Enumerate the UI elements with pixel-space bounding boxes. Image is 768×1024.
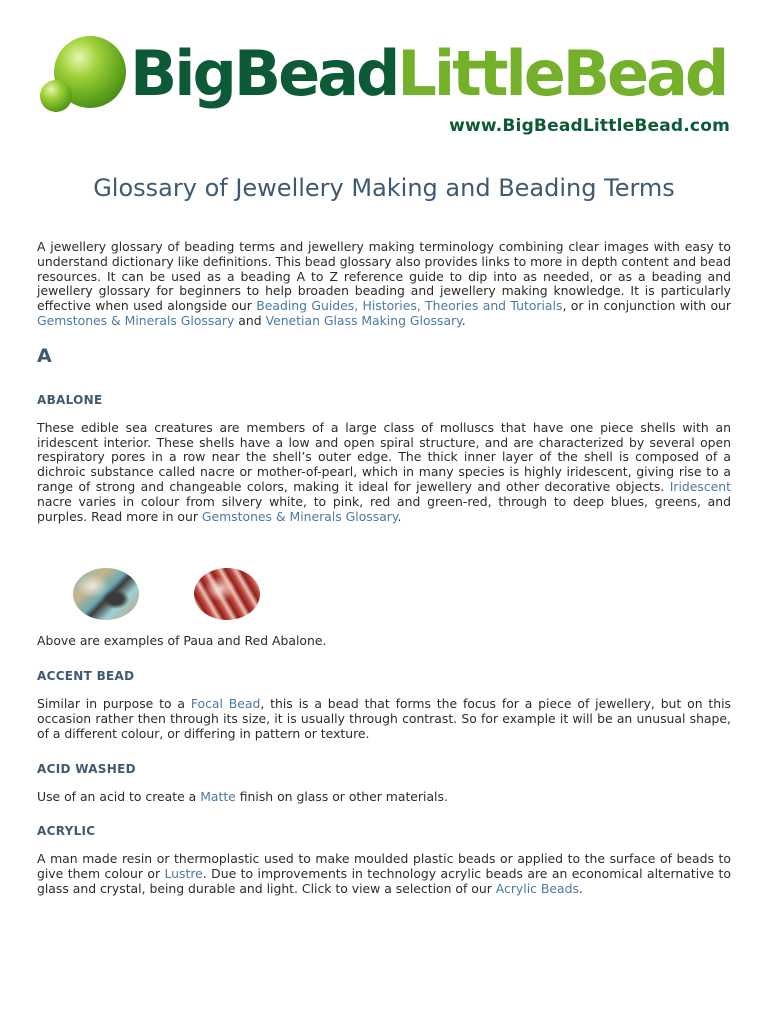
abalone-text-2: nacre varies in colour from silvery white, to pink, red and green-red, through to deep blues, greens, and purples. Read more in our (37, 493, 731, 524)
section-letter-a: A (37, 344, 52, 367)
venetian-glass-glossary-link[interactable]: Venetian Glass Making Glossary (265, 312, 462, 328)
site-url[interactable]: www.BigBeadLittleBead.com (449, 116, 730, 136)
abalone-images (37, 568, 731, 628)
acrylic-text-2: . Due to improvements in technology acrylic beads are an economical alternative to glass and crystal, being durable and light. Click to view a selection of our (37, 866, 731, 896)
focal-bead-link[interactable]: Focal Bead (190, 696, 261, 712)
lustre-link[interactable]: Lustre (164, 866, 203, 882)
small-bead-icon (40, 80, 72, 112)
intro-text-2: , or in conjunction with our (562, 298, 731, 314)
accent-text-1: Similar in purpose to a (37, 696, 191, 712)
beading-guides-link[interactable]: Beading Guides, Histories, Theories and Tutorials (256, 298, 563, 314)
accent-text-2: , this is a bead that forms the focus for a piece of jewellery, but on this occasion rather then through its size, it is usually through contrast. So for example it will be an unusual shape, of a different colour, or differing in pattern or texture. (37, 696, 731, 741)
acrylic-text-1: A man made resin or thermoplastic used to make moulded plastic beads or applied to the surface of beads to give them colour or (37, 851, 731, 882)
logo-wordmark-little: LittleBead (397, 37, 727, 110)
term-acid-washed: ACID WASHED (37, 761, 136, 776)
abalone-gemstones-glossary-link[interactable]: Gemstones & Minerals Glossary (201, 508, 398, 524)
term-acrylic: ACRYLIC (37, 824, 96, 839)
intro-text-1: A jewellery glossary of beading terms and jewellery making terminology combining clear images with easy to understand dictionary like definitions. This bead glossary also provides links to more in depth content and bead resources. It can be used as a beading A to Z reference guide to dip into as needed, or as a beading and jewellery glossary for beginners to help broaden beading and jewellery making knowledge. It is particularly effective when used alongside our (37, 239, 731, 314)
abalone-image-caption: Above are examples of Paua and Red Abalone. (37, 633, 327, 649)
intro-text-4: . (461, 312, 466, 328)
bead-balls-icon (38, 34, 130, 116)
page-title: Glossary of Jewellery Making and Beading Terms (93, 174, 675, 202)
matte-link[interactable]: Matte (200, 788, 236, 804)
acid-text-2: finish on glass or other materials. (235, 788, 448, 804)
gemstones-glossary-link[interactable]: Gemstones & Minerals Glossary (37, 312, 235, 328)
intro-text-3: and (234, 312, 266, 328)
term-abalone: ABALONE (37, 392, 103, 407)
definition-acid-washed (37, 790, 731, 805)
abalone-text-3: . (397, 508, 402, 524)
definition-accent-bead (37, 697, 731, 741)
glossary-content (37, 240, 731, 897)
acid-text-1: Use of an acid to create a (37, 788, 201, 804)
acrylic-beads-link[interactable]: Acrylic Beads (495, 880, 579, 896)
term-accent-bead: ACCENT BEAD (37, 669, 135, 684)
logo-wordmark-big: BigBead (130, 37, 398, 110)
logo-wordmark (130, 34, 726, 114)
acrylic-text-3: . (578, 880, 583, 896)
definition-acrylic (37, 852, 731, 896)
intro-paragraph (37, 240, 731, 329)
red-abalone-image (194, 568, 260, 620)
abalone-text-1: These edible sea creatures are members of a large class of molluscs that have one piece shells with an iridescent interior. These shells have a low and open spiral structure, and are characterized by several open respiratory pores in a row near the shell’s outer edge. The thick inner layer of the shell is composed of a dichroic substance called nacre or mother-of-pearl, which in many species is highly iridescent, giving rise to a range of strong and changeable colors, making it ideal for jewellery and other decorative objects. (37, 419, 731, 494)
brand-logo[interactable] (38, 28, 738, 140)
paua-abalone-image (73, 568, 139, 620)
iridescent-link[interactable]: Iridescent (669, 478, 731, 494)
definition-abalone (37, 421, 731, 525)
